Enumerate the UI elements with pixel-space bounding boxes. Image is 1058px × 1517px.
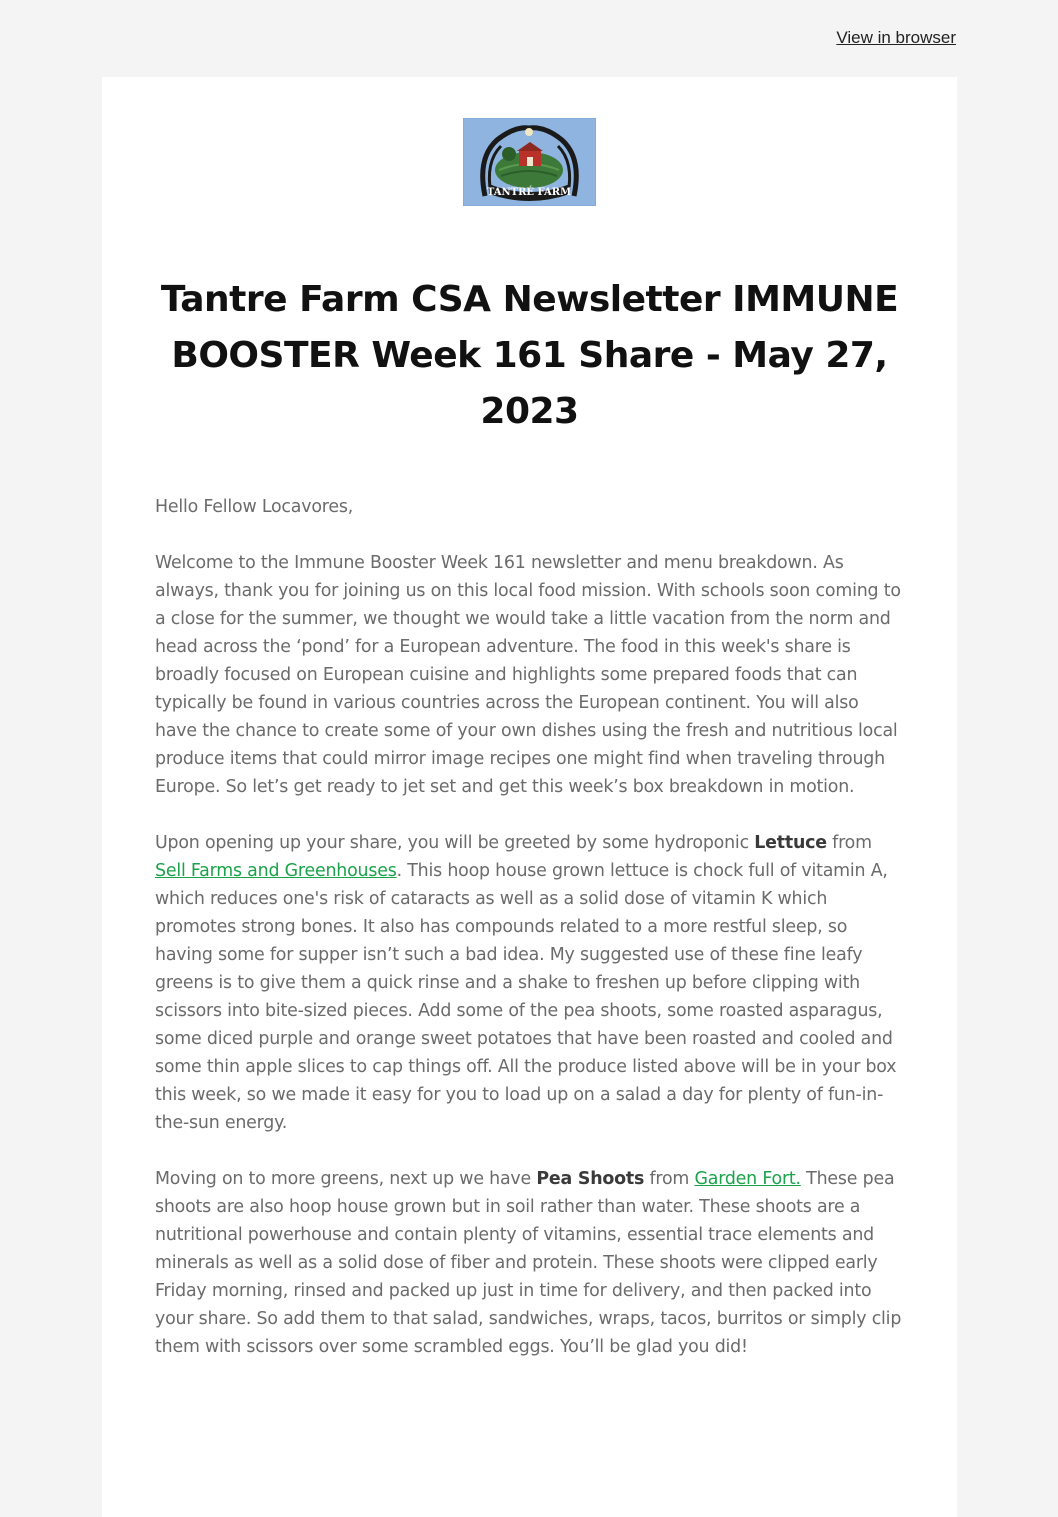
newsletter-card (102, 77, 957, 1517)
product-name: Pea Shoots (536, 1169, 645, 1189)
newsletter-body (155, 493, 905, 1389)
newsletter-title: Tantre Farm CSA Newsletter IMMUNE BOOSTER Week 161 Share - May 27, 2023 (160, 279, 899, 432)
paragraph-intro: Welcome to the Immune Booster Week 161 newsletter and menu breakdown. As always, thank you for joining us on this local food mission. With schools soon coming to a close for the summer, we thought we would take a little vacation from the norm and head across the ‘pond’ for a European adventure. The food in this week's share is broadly focused on European cuisine and highlights some prepared foods that can typically be found in various countries across the European continent. You will also have the chance to create some of your own dishes using the fresh and nutritious local produce items that could mirror image recipes one might find when traveling through Europe. So let’s get ready to jet set and get this week’s box breakdown in motion. (155, 553, 901, 797)
garden-fort-link[interactable]: Garden Fort. (694, 1169, 801, 1189)
paragraph-pea-shoots (155, 1165, 905, 1361)
text: from (826, 833, 872, 853)
view-in-browser-link[interactable]: View in browser (836, 28, 956, 47)
top-bar (836, 28, 956, 48)
text: Moving on to more greens, next up we have (155, 1169, 537, 1189)
logo-text: TANTRÉ FARM (486, 187, 572, 198)
sell-farms-link[interactable]: Sell Farms and Greenhouses (155, 861, 397, 881)
greeting: Hello Fellow Locavores, (155, 497, 354, 517)
text: Upon opening up your share, you will be greeted by some hydroponic (155, 833, 755, 853)
paragraph-lettuce (155, 829, 905, 1137)
text: These pea shoots are also hoop house grown but in soil rather than water. These shoots are a nutritional powerhouse and contain plenty of vitamins, essential trace elements and minerals as well as a solid dose of fiber and protein. These shoots were clipped early Friday morning, rinsed and packed up just in time for delivery, and then packed into your share. So add them to that salad, sandwiches, wraps, tacos, burritos or simply clip them with scissors over some scrambled eggs. You’ll be glad you did! (155, 1169, 902, 1357)
text: from (644, 1169, 695, 1189)
tantre-farm-logo-icon (463, 118, 596, 206)
product-name: Lettuce (754, 833, 827, 853)
text: . This hoop house grown lettuce is chock full of vitamin A, which reduces one's risk of cataracts as well as a solid dose of vitamin K which promotes strong bones. It also has compounds related to a more restful sleep, so having some for supper isn’t such a bad idea. My suggested use of these fine leafy greens is to give them a quick rinse and a shake to freshen up before clipping with scissors into bite-sized pieces. Add some of the pea shoots, some roasted asparagus, some diced purple and orange sweet potatoes that have been roasted and cooled and some thin apple slices to cap things off. All the produce listed above will be in your box this week, so we made it easy for you to load up on a salad a day for plenty of fun-in-the-sun energy. (155, 861, 897, 1133)
